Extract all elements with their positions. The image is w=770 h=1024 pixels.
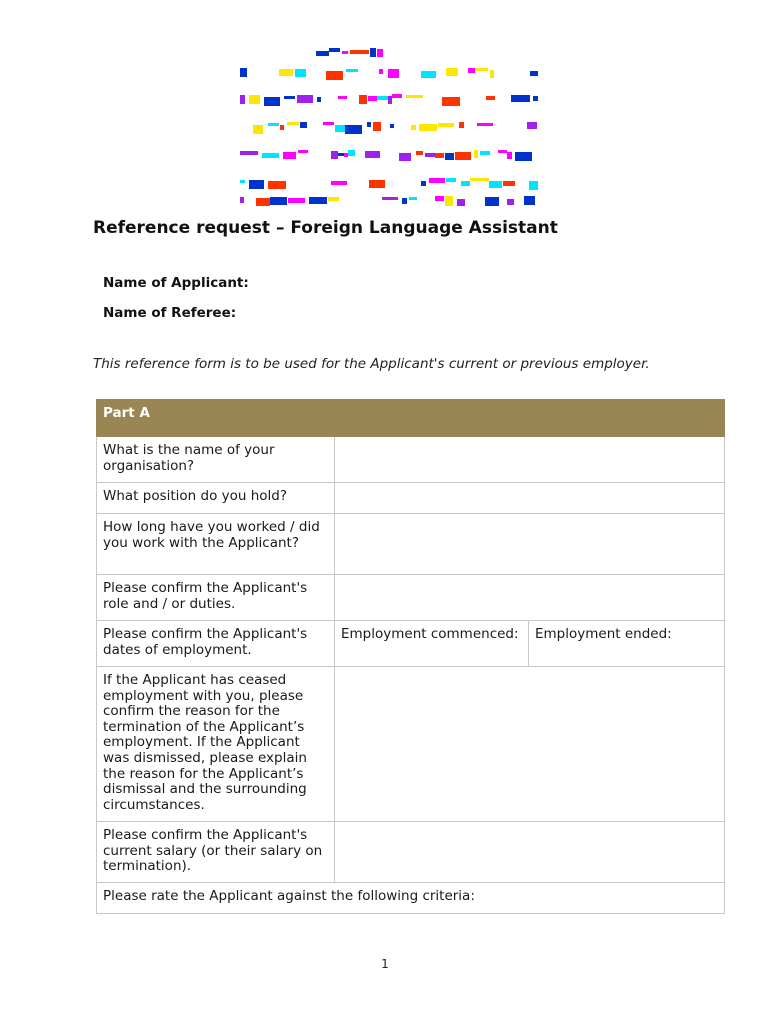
- part-a-table: [96, 399, 725, 914]
- employment-commenced-field[interactable]: Employment commenced:: [335, 621, 529, 667]
- logo-fragment: [446, 178, 456, 182]
- logo-fragment: [435, 196, 444, 201]
- logo-fragment: [240, 151, 258, 155]
- logo-fragment: [295, 69, 306, 77]
- organisation-logo-icon: [238, 46, 538, 206]
- logo-fragment: [338, 96, 347, 99]
- table-row: [97, 575, 725, 621]
- logo-fragment: [359, 95, 367, 104]
- logo-fragment: [300, 122, 307, 128]
- question-dates-employment: Please confirm the Applicant's dates of employment.: [97, 621, 335, 667]
- logo-fragment: [287, 122, 299, 125]
- logo-fragment: [317, 97, 321, 102]
- part-a-header-row: [97, 400, 725, 437]
- logo-fragment: [507, 199, 514, 205]
- logo-fragment: [468, 68, 475, 73]
- logo-fragment: [288, 198, 305, 203]
- logo-fragment: [421, 71, 436, 78]
- logo-fragment: [524, 196, 535, 205]
- logo-fragment: [298, 150, 308, 153]
- logo-fragment: [419, 124, 437, 131]
- logo-fragment: [382, 197, 398, 200]
- logo-fragment: [240, 68, 247, 77]
- logo-fragment: [390, 124, 394, 128]
- logo-fragment: [435, 153, 444, 158]
- answer-role-duties[interactable]: [335, 575, 725, 621]
- page-number: 1: [381, 957, 389, 971]
- logo-fragment: [399, 153, 411, 161]
- logo-fragment: [256, 198, 270, 206]
- logo-fragment: [392, 94, 402, 98]
- logo-fragment: [527, 122, 537, 129]
- logo-fragment: [240, 95, 245, 104]
- logo-fragment: [446, 68, 458, 76]
- logo-fragment: [280, 125, 284, 130]
- logo-fragment: [388, 69, 399, 78]
- logo-fragment: [338, 153, 344, 156]
- part-a-header: Part A: [97, 400, 725, 437]
- logo-fragment: [477, 123, 493, 126]
- logo-fragment: [342, 51, 348, 54]
- logo-fragment: [329, 48, 340, 52]
- answer-salary[interactable]: [335, 822, 725, 883]
- logo-fragment: [323, 122, 334, 125]
- logo-fragment: [459, 122, 464, 128]
- logo-fragment: [429, 178, 445, 183]
- logo-fragment: [480, 151, 490, 155]
- table-row: [97, 621, 725, 667]
- logo-fragment: [498, 150, 507, 153]
- employment-ended-field[interactable]: Employment ended:: [529, 621, 725, 667]
- logo-fragment: [485, 197, 499, 206]
- logo-fragment: [253, 125, 263, 134]
- logo-fragment: [262, 153, 279, 158]
- logo-fragment: [530, 71, 538, 76]
- question-duration: How long have you worked / did you work with the Applicant?: [97, 514, 335, 575]
- logo-fragment: [297, 95, 313, 103]
- logo-fragment: [445, 153, 454, 160]
- logo-fragment: [529, 181, 538, 190]
- logo-fragment: [503, 181, 515, 186]
- logo-fragment: [461, 181, 470, 186]
- table-row: [97, 667, 725, 822]
- logo-fragment: [344, 153, 348, 157]
- logo-fragment: [388, 96, 392, 104]
- logo-fragment: [474, 150, 478, 158]
- logo-fragment: [328, 197, 339, 201]
- logo-fragment: [249, 95, 260, 104]
- logo-fragment: [345, 125, 362, 134]
- answer-duration[interactable]: [335, 514, 725, 575]
- logo-fragment: [445, 196, 453, 206]
- logo-fragment: [370, 48, 376, 57]
- logo-fragment: [486, 96, 495, 100]
- table-row: [97, 883, 725, 914]
- logo-fragment: [475, 68, 488, 71]
- logo-fragment: [268, 181, 286, 189]
- answer-organisation-name[interactable]: [335, 437, 725, 483]
- logo-fragment: [268, 123, 279, 126]
- logo-fragment: [411, 125, 416, 130]
- question-position: What position do you hold?: [97, 483, 335, 514]
- rating-criteria-intro: Please rate the Applicant against the following criteria:: [97, 883, 725, 914]
- logo-fragment: [421, 181, 426, 186]
- logo-fragment: [365, 151, 380, 158]
- logo-fragment: [470, 178, 489, 181]
- logo-fragment: [515, 152, 532, 161]
- logo-fragment: [326, 71, 343, 80]
- answer-position[interactable]: [335, 483, 725, 514]
- logo-fragment: [240, 180, 245, 183]
- logo-fragment: [409, 197, 417, 200]
- question-role-duties: Please confirm the Applicant's role and / or duties.: [97, 575, 335, 621]
- logo-fragment: [379, 69, 383, 74]
- table-row: [97, 483, 725, 514]
- logo-fragment: [249, 180, 264, 189]
- logo-fragment: [368, 96, 377, 101]
- logo-fragment: [346, 69, 358, 72]
- logo-fragment: [240, 197, 244, 203]
- logo-fragment: [425, 153, 435, 157]
- logo-fragment: [377, 49, 383, 57]
- logo-fragment: [369, 180, 385, 188]
- applicant-name-label: Name of Applicant:: [103, 275, 249, 291]
- logo-fragment: [331, 151, 338, 159]
- table-row: [97, 437, 725, 483]
- logo-fragment: [316, 51, 329, 56]
- logo-fragment: [279, 69, 293, 76]
- logo-fragment: [350, 50, 369, 54]
- logo-fragment: [335, 125, 345, 132]
- question-termination-reason: If the Applicant has ceased employment with you, please confirm the reason for the termination of the Applicant’s employment. If the Applicant was dismissed, please explain the reason for the Applicant’s dismissal and the surrounding circumstances.: [97, 667, 335, 822]
- logo-fragment: [416, 151, 423, 155]
- logo-fragment: [283, 152, 296, 159]
- logo-fragment: [507, 152, 512, 159]
- question-salary: Please confirm the Applicant's current salary (or their salary on termination).: [97, 822, 335, 883]
- logo-fragment: [533, 96, 538, 101]
- logo-fragment: [490, 70, 494, 78]
- logo-fragment: [406, 95, 423, 98]
- logo-fragment: [309, 197, 327, 204]
- logo-fragment: [402, 198, 407, 204]
- referee-name-label: Name of Referee:: [103, 305, 237, 321]
- intro-text: This reference form is to be used for the Applicant's current or previous employer.: [93, 356, 650, 372]
- logo-fragment: [511, 95, 530, 102]
- logo-fragment: [270, 197, 287, 205]
- table-row: [97, 822, 725, 883]
- question-organisation-name: What is the name of your organisation?: [97, 437, 335, 483]
- logo-fragment: [331, 181, 347, 185]
- logo-fragment: [457, 199, 465, 206]
- logo-fragment: [373, 122, 381, 131]
- logo-fragment: [438, 123, 454, 127]
- logo-fragment: [489, 181, 502, 188]
- logo-fragment: [455, 152, 471, 160]
- logo-fragment: [442, 97, 460, 106]
- logo-fragment: [284, 96, 295, 99]
- logo-fragment: [367, 122, 371, 127]
- answer-termination-reason[interactable]: [335, 667, 725, 822]
- page-title: Reference request – Foreign Language Assistant: [93, 218, 558, 238]
- logo-fragment: [264, 97, 280, 106]
- table-row: [97, 514, 725, 575]
- logo-fragment: [377, 96, 388, 100]
- logo-fragment: [348, 150, 355, 156]
